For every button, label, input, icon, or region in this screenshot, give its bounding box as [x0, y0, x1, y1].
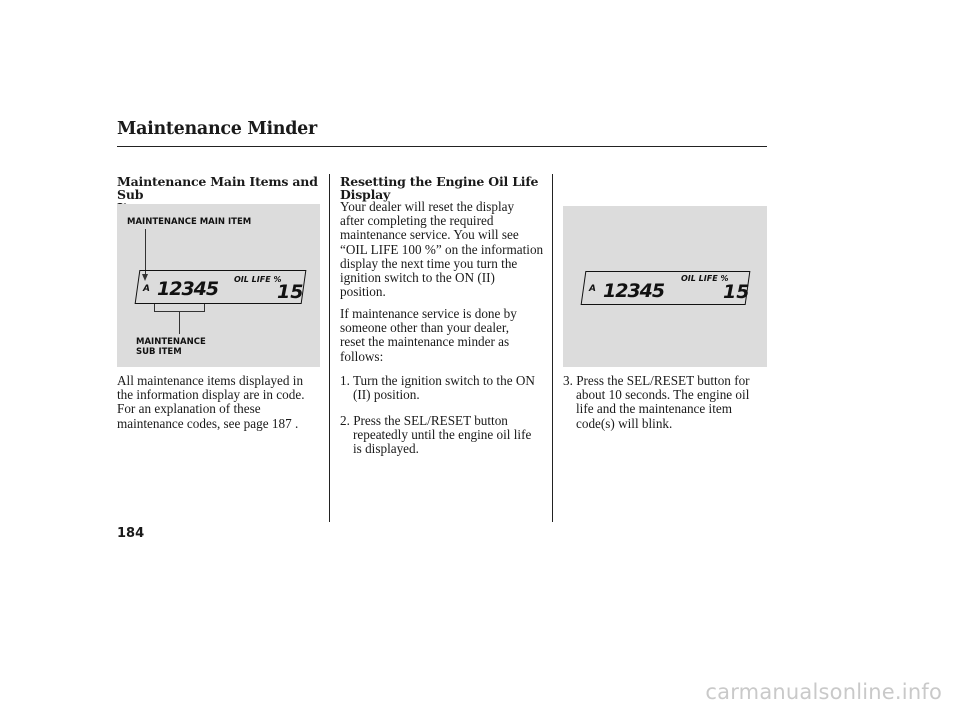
step-3: 3. Press the SEL/RESET button for about 10 seconds. The engine oil life and the maintenance item code(s) will blink.: [563, 373, 750, 431]
column-divider-left: [329, 174, 330, 522]
lcd-sub-code: 12345: [603, 280, 665, 302]
lcd-oil-life-label: OIL LIFE %: [234, 275, 282, 284]
page-number: 184: [117, 526, 145, 541]
paragraph-self-reset: If maintenance service is done by someone other than your dealer, reset the maintenance minder as follows:: [340, 306, 517, 364]
leader-line-sub: [179, 311, 180, 334]
section-heading-resetting: Resetting the Engine Oil Life Display: [340, 174, 539, 202]
title-rule: [117, 146, 767, 147]
step-2: 2. Press the SEL/RESET button repeatedly until the engine oil life is displayed.: [340, 413, 532, 457]
lcd-oil-life-label: OIL LIFE %: [681, 274, 729, 283]
section-heading-main-sub-items: Maintenance Main Items and Sub: [117, 174, 318, 202]
paragraph-dealer-reset: Your dealer will reset the display after completing the required maintenance service. You will see “OIL LIFE 100 %” on the information display the next time you turn the ignition switch to the ON (II) position.: [340, 199, 544, 300]
lcd-oil-life-value: 15: [277, 281, 304, 303]
page-title: Maintenance Minder: [117, 119, 317, 139]
label-maintenance-main-item: MAINTENANCE MAIN ITEM: [127, 217, 252, 227]
label-maintenance-sub-item: MAINTENANCE SUB ITEM: [136, 337, 206, 357]
lcd-main-code: A: [589, 284, 596, 294]
watermark: carmanualsonline.info: [705, 680, 942, 704]
figure-reset-display: [563, 206, 767, 367]
lcd-oil-life-value: 15: [723, 281, 750, 303]
figure-maintenance-items: [117, 204, 320, 367]
lcd-sub-code: 12345: [157, 278, 219, 300]
step-1: 1. Turn the ignition switch to the ON (II) position.: [340, 373, 535, 403]
paragraph-maintenance-codes: All maintenance items displayed in the information display are in code. For an explanation of these maintenance codes, see page 187 .: [117, 373, 305, 431]
lcd-main-code: A: [143, 284, 150, 294]
column-divider-right: [552, 174, 553, 522]
